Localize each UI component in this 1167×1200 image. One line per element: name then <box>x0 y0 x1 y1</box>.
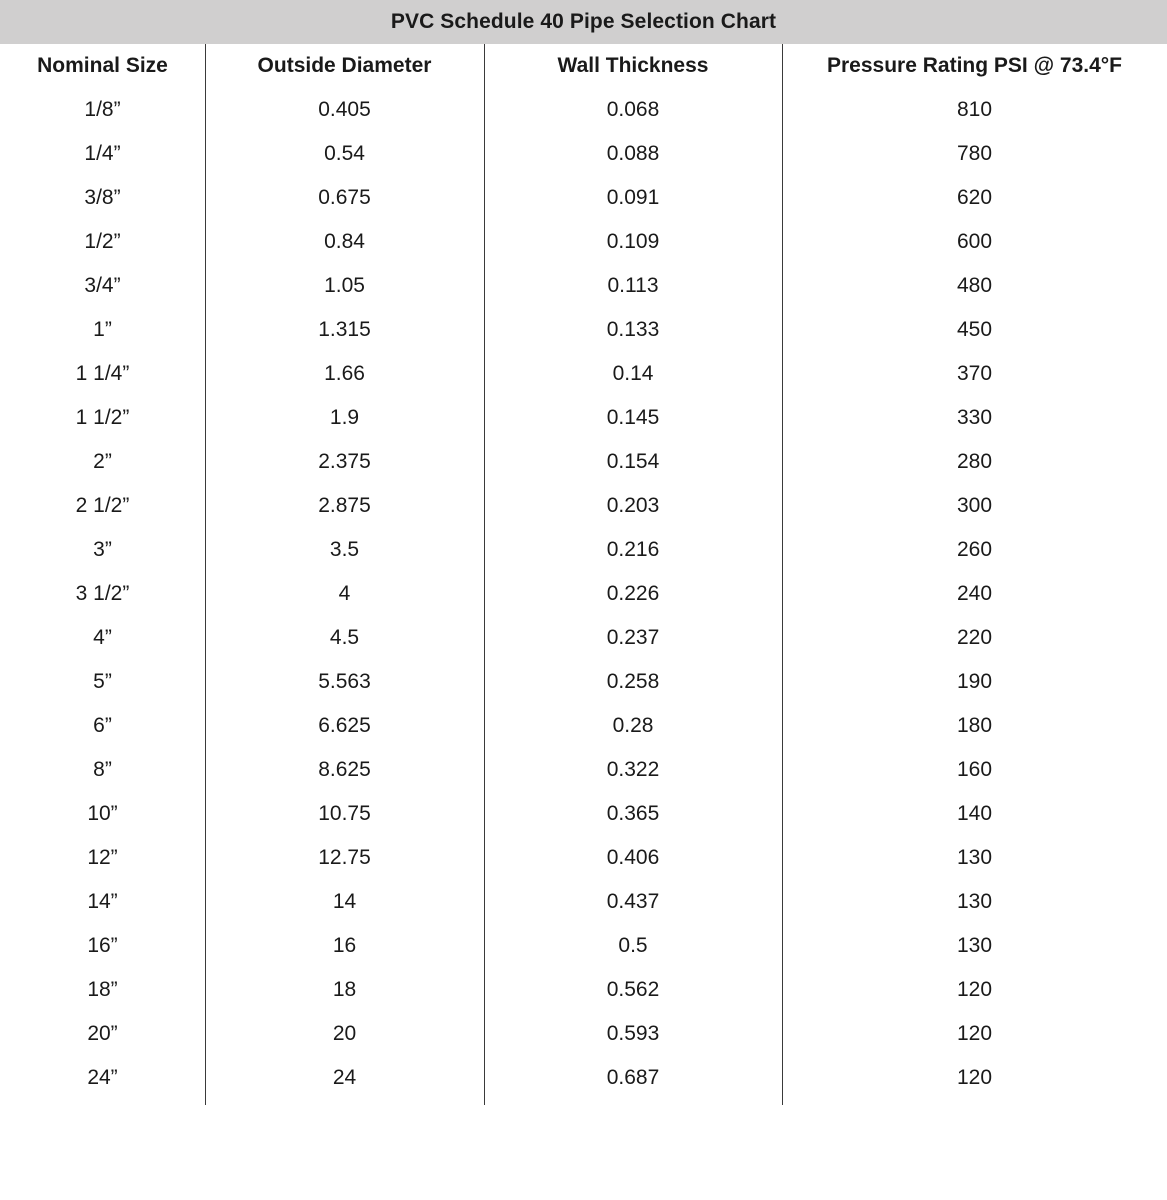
cell-wall-thickness: 0.113 <box>607 274 659 297</box>
cell-pressure-rating: 130 <box>956 846 993 869</box>
header-pressure-rating: Pressure Rating PSI @ 73.4°F <box>827 54 1122 77</box>
page-title: PVC Schedule 40 Pipe Selection Chart <box>390 10 777 33</box>
cell-wall-thickness: 0.109 <box>606 230 660 253</box>
cell-pressure-rating: 220 <box>956 626 993 649</box>
cell-pressure-rating: 480 <box>956 274 993 297</box>
cell-nominal-size: 3 1/2” <box>75 582 130 605</box>
cell-wall-thickness: 0.5 <box>618 934 648 957</box>
cell-nominal-size: 6” <box>93 714 112 737</box>
cell-wall-thickness: 0.14 <box>612 362 654 385</box>
cell-pressure-rating: 180 <box>956 714 993 737</box>
table-row <box>0 792 1167 836</box>
cell-pressure-rating: 280 <box>956 450 993 473</box>
cell-outside-diameter: 5.563 <box>318 670 371 693</box>
table-row <box>0 484 1167 528</box>
table-row <box>0 1056 1167 1100</box>
cell-pressure-rating: 300 <box>956 494 993 517</box>
cell-pressure-rating: 370 <box>956 362 993 385</box>
cell-outside-diameter: 24 <box>332 1066 357 1089</box>
cell-wall-thickness: 0.365 <box>606 802 660 825</box>
cell-outside-diameter: 2.875 <box>318 494 371 517</box>
cell-pressure-rating: 620 <box>956 186 993 209</box>
cell-wall-thickness: 0.28 <box>612 714 654 737</box>
cell-pressure-rating: 330 <box>956 406 993 429</box>
table-row <box>0 660 1167 704</box>
cell-outside-diameter: 1.9 <box>329 406 360 429</box>
cell-nominal-size: 4” <box>93 626 112 649</box>
cell-wall-thickness: 0.237 <box>606 626 660 649</box>
cell-pressure-rating: 120 <box>956 978 993 1001</box>
pipe-selection-table <box>0 44 1167 1105</box>
table-row <box>0 264 1167 308</box>
header-wall-thickness: Wall Thickness <box>557 54 709 77</box>
cell-nominal-size: 18” <box>87 978 118 1001</box>
cell-nominal-size: 3” <box>93 538 112 561</box>
cell-outside-diameter: 4.5 <box>329 626 360 649</box>
cell-pressure-rating: 120 <box>956 1022 993 1045</box>
table-row <box>0 440 1167 484</box>
cell-wall-thickness: 0.593 <box>606 1022 660 1045</box>
cell-outside-diameter: 16 <box>332 934 357 957</box>
cell-nominal-size: 14” <box>87 890 118 913</box>
cell-outside-diameter: 1.05 <box>324 274 365 297</box>
cell-wall-thickness: 0.226 <box>606 582 660 605</box>
cell-pressure-rating: 810 <box>956 98 993 121</box>
cell-wall-thickness: 0.216 <box>606 538 660 561</box>
cell-nominal-size: 1/8” <box>84 98 121 121</box>
cell-wall-thickness: 0.687 <box>606 1066 660 1089</box>
cell-pressure-rating: 190 <box>956 670 993 693</box>
cell-outside-diameter: 0.54 <box>324 142 365 165</box>
table-row <box>0 352 1167 396</box>
cell-nominal-size: 10” <box>87 802 118 825</box>
cell-pressure-rating: 240 <box>956 582 993 605</box>
cell-outside-diameter: 0.84 <box>324 230 365 253</box>
cell-outside-diameter: 1.315 <box>318 318 371 341</box>
cell-pressure-rating: 140 <box>956 802 993 825</box>
cell-outside-diameter: 20 <box>332 1022 357 1045</box>
cell-nominal-size: 8” <box>93 758 112 781</box>
table-row <box>0 836 1167 880</box>
cell-nominal-size: 5” <box>93 670 112 693</box>
cell-nominal-size: 1 1/4” <box>75 362 130 385</box>
cell-nominal-size: 1” <box>93 318 112 341</box>
cell-wall-thickness: 0.133 <box>606 318 660 341</box>
table-row <box>0 88 1167 132</box>
cell-pressure-rating: 260 <box>956 538 993 561</box>
cell-nominal-size: 20” <box>87 1022 118 1045</box>
header-outside-diameter: Outside Diameter <box>257 54 432 77</box>
table-row <box>0 176 1167 220</box>
table-row <box>0 880 1167 924</box>
cell-wall-thickness: 0.068 <box>606 98 660 121</box>
cell-wall-thickness: 0.406 <box>606 846 660 869</box>
cell-pressure-rating: 130 <box>956 934 993 957</box>
cell-outside-diameter: 0.675 <box>318 186 371 209</box>
cell-nominal-size: 2 1/2” <box>75 494 130 517</box>
cell-nominal-size: 12” <box>87 846 118 869</box>
table-row <box>0 220 1167 264</box>
table-row <box>0 616 1167 660</box>
cell-outside-diameter: 10.75 <box>318 802 371 825</box>
cell-nominal-size: 1/2” <box>84 230 121 253</box>
title-bar <box>0 0 1167 44</box>
table-row <box>0 132 1167 176</box>
cell-wall-thickness: 0.203 <box>606 494 660 517</box>
cell-nominal-size: 2” <box>93 450 112 473</box>
cell-nominal-size: 16” <box>87 934 118 957</box>
cell-nominal-size: 1/4” <box>84 142 121 165</box>
cell-nominal-size: 3/4” <box>84 274 121 297</box>
table-row <box>0 704 1167 748</box>
cell-wall-thickness: 0.258 <box>606 670 660 693</box>
cell-outside-diameter: 1.66 <box>324 362 365 385</box>
table-row <box>0 1012 1167 1056</box>
cell-nominal-size: 3/8” <box>84 186 121 209</box>
table-row <box>0 924 1167 968</box>
cell-outside-diameter: 4 <box>338 582 351 605</box>
table-row <box>0 528 1167 572</box>
cell-outside-diameter: 3.5 <box>329 538 360 561</box>
table-row <box>0 396 1167 440</box>
table-row <box>0 572 1167 616</box>
cell-nominal-size: 24” <box>87 1066 118 1089</box>
table-header-row <box>0 44 1167 88</box>
cell-outside-diameter: 2.375 <box>318 450 371 473</box>
cell-wall-thickness: 0.091 <box>606 186 660 209</box>
cell-pressure-rating: 450 <box>956 318 993 341</box>
cell-pressure-rating: 160 <box>956 758 993 781</box>
cell-wall-thickness: 0.088 <box>606 142 660 165</box>
cell-pressure-rating: 600 <box>956 230 993 253</box>
cell-pressure-rating: 130 <box>956 890 993 913</box>
cell-outside-diameter: 18 <box>332 978 357 1001</box>
table-row <box>0 308 1167 352</box>
cell-wall-thickness: 0.437 <box>606 890 660 913</box>
cell-wall-thickness: 0.322 <box>606 758 660 781</box>
table-row <box>0 748 1167 792</box>
header-nominal-size: Nominal Size <box>37 54 168 77</box>
table-row <box>0 968 1167 1012</box>
cell-outside-diameter: 14 <box>332 890 357 913</box>
cell-outside-diameter: 6.625 <box>318 714 371 737</box>
cell-wall-thickness: 0.145 <box>606 406 660 429</box>
cell-wall-thickness: 0.154 <box>606 450 660 473</box>
cell-outside-diameter: 0.405 <box>318 98 371 121</box>
cell-outside-diameter: 12.75 <box>318 846 371 869</box>
cell-pressure-rating: 120 <box>956 1066 993 1089</box>
cell-pressure-rating: 780 <box>956 142 993 165</box>
cell-wall-thickness: 0.562 <box>606 978 660 1001</box>
cell-outside-diameter: 8.625 <box>318 758 371 781</box>
cell-nominal-size: 1 1/2” <box>75 406 130 429</box>
